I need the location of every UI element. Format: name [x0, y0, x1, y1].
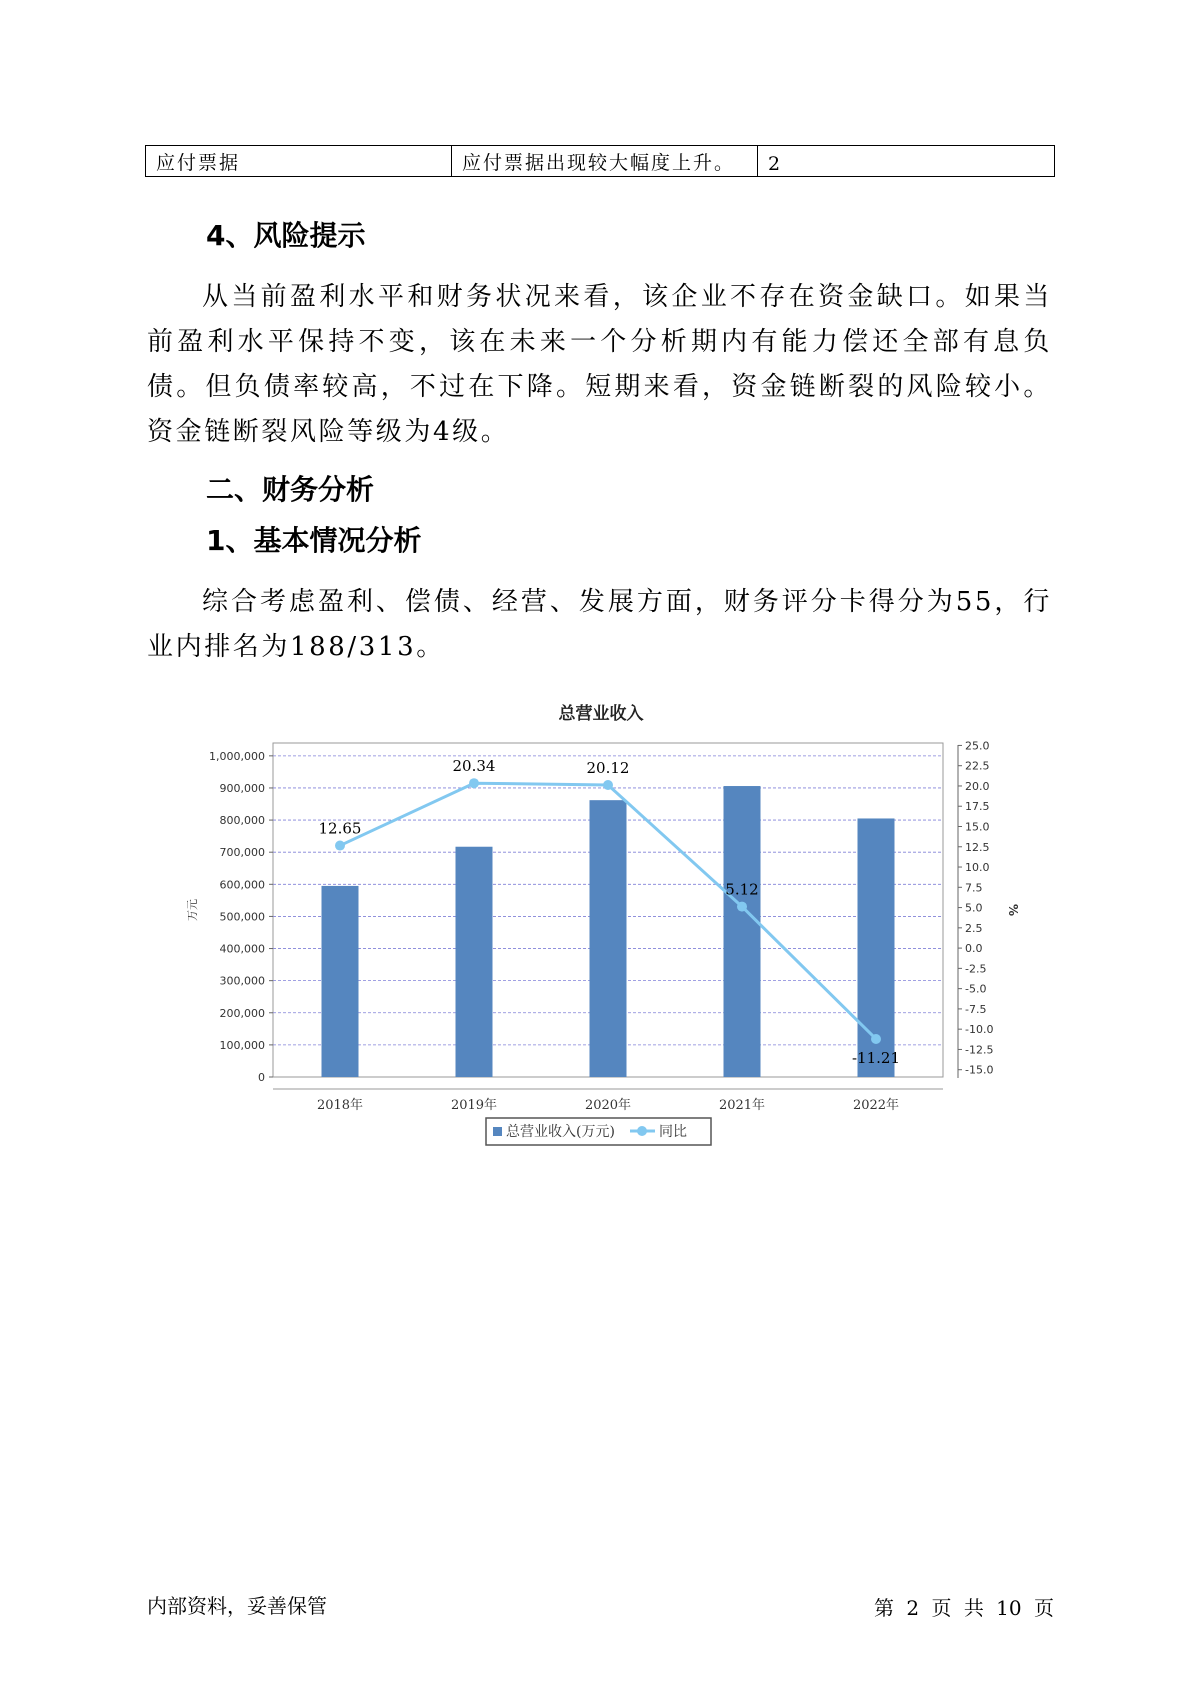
revenue-bar: [322, 886, 359, 1077]
y-right-tick-label: 2.5: [965, 921, 983, 935]
revenue-bar: [456, 847, 493, 1077]
x-tick-label: 2022年: [852, 1098, 900, 1113]
y-right-tick-label: 10.0: [965, 861, 990, 875]
y-right-tick-label: -7.5: [965, 1002, 987, 1016]
revenue-bar: [724, 786, 761, 1077]
yoy-data-label: 12.65: [318, 819, 362, 838]
risk-heading: 4、风险提示: [206, 219, 366, 252]
y-tick-label: 100,000: [219, 1038, 265, 1052]
y-tick-label: 500,000: [219, 910, 265, 924]
y-axis-title: 万元: [186, 899, 199, 921]
y-right-tick-label: 7.5: [965, 881, 983, 895]
yoy-point: [469, 778, 479, 788]
yoy-point: [871, 1034, 881, 1044]
y-right-tick-label: -2.5: [965, 962, 987, 976]
y-right-tick-label: -15.0: [965, 1063, 994, 1077]
y-right-tick-label: 15.0: [965, 820, 990, 834]
table-row: [146, 146, 1055, 177]
y-tick-label: 600,000: [219, 878, 265, 892]
finance-heading: 二、财务分析: [206, 473, 375, 506]
y-right-tick-label: 20.0: [965, 779, 990, 793]
y-right-tick-label: 25.0: [965, 739, 990, 753]
yoy-data-label: 20.12: [586, 758, 630, 777]
yoy-data-label: -11.21: [851, 1048, 901, 1067]
legend-line-label: 同比: [659, 1124, 687, 1140]
y-tick-label: 1,000,000: [209, 749, 265, 763]
chart-title: 总营业收入: [558, 704, 644, 724]
y-right-tick-label: 17.5: [965, 800, 990, 814]
y-right-tick-label: 0.0: [965, 942, 983, 956]
y-tick-label: 400,000: [219, 942, 265, 956]
x-tick-label: 2021年: [718, 1098, 766, 1113]
y-tick-label: 300,000: [219, 974, 265, 988]
revenue-chart-svg: [180, 690, 1030, 1150]
basic-analysis-paragraph: 综合考虑盈利、偿债、经营、发展方面，财务评分卡得分为55，行业内排名为188/313。: [147, 587, 1052, 662]
y-right-tick-label: -5.0: [965, 982, 987, 996]
yoy-point: [603, 780, 613, 790]
y-right-tick-label: 12.5: [965, 840, 990, 854]
y-right-tick-label: 5.0: [965, 901, 983, 915]
risk-table: [145, 145, 1055, 177]
legend-line-marker: [637, 1126, 647, 1136]
y-right-tick-label: 22.5: [965, 759, 990, 773]
y-right-tick-label: -10.0: [965, 1023, 994, 1037]
revenue-chart: [180, 690, 1030, 1150]
table-cell-item: 应付票据: [146, 146, 452, 177]
y-tick-label: 0: [258, 1071, 265, 1084]
footer-confidential: 内部资料，妥善保管: [147, 1594, 327, 1618]
legend-bar-swatch: [493, 1127, 502, 1136]
y-tick-label: 800,000: [219, 814, 265, 828]
y-tick-label: 200,000: [219, 1006, 265, 1020]
y-tick-label: 700,000: [219, 846, 265, 860]
yoy-point: [737, 902, 747, 912]
y-right-tick-label: -12.5: [965, 1043, 994, 1057]
yoy-data-label: 5.12: [725, 880, 759, 899]
y-tick-label: 900,000: [219, 781, 265, 795]
basic-analysis-heading: 1、基本情况分析: [206, 524, 422, 557]
table-cell-level: 2: [758, 146, 1055, 177]
x-tick-label: 2018年: [316, 1098, 364, 1113]
footer-page-number: 第 2 页 共 10 页: [874, 1596, 1054, 1620]
risk-paragraph: 从当前盈利水平和财务状况来看，该企业不存在资金缺口。如果当前盈利水平保持不变，该在未来一个分析期内有能力偿还全部有息负债。但负债率较高，不过在下降。短期来看，资金链断裂的风险较小。资金链断裂风险等级为4级。: [147, 282, 1052, 447]
legend-bar-label: 总营业收入(万元): [506, 1124, 615, 1140]
y-right-axis-title: %: [1006, 903, 1020, 917]
yoy-point: [335, 841, 345, 851]
x-tick-label: 2020年: [584, 1098, 632, 1113]
x-tick-label: 2019年: [450, 1098, 498, 1113]
revenue-bar: [590, 800, 627, 1077]
yoy-data-label: 20.34: [452, 757, 496, 776]
table-cell-description: 应付票据出现较大幅度上升。: [452, 146, 758, 177]
